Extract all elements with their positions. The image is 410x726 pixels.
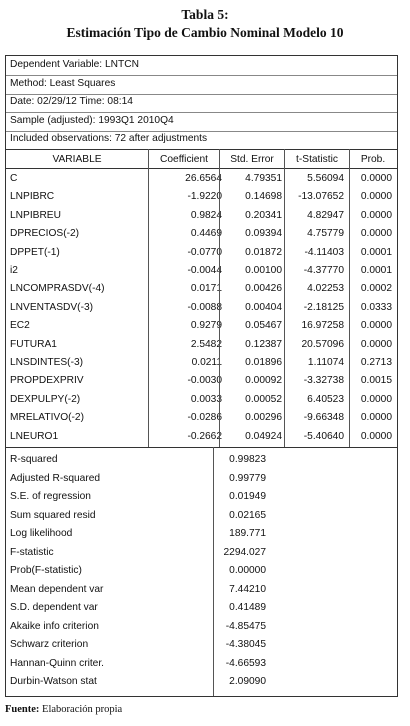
table-row: [6, 188, 397, 205]
cell-variable: LNEURO1: [10, 430, 59, 442]
source-note: [5, 704, 122, 715]
cell-prob: 0.0000: [360, 209, 392, 221]
meta-sample: Sample (adjusted): 1993Q1 2010Q4: [10, 115, 174, 126]
header-prob: Prob.: [360, 154, 386, 165]
cell-std-error: 0.01872: [245, 246, 282, 258]
cell-prob: 0.0000: [360, 412, 392, 424]
stat-value: 2294.027: [223, 546, 266, 558]
cell-prob: 0.0001: [360, 246, 392, 258]
cell-t-statistic: -9.66348: [303, 412, 344, 424]
stat-label: Durbin-Watson stat: [10, 676, 97, 687]
table-row: [6, 299, 397, 316]
cell-variable: PROPDEXPRIV: [10, 375, 84, 387]
cell-prob: 0.0333: [360, 301, 392, 313]
table-row: [6, 225, 397, 242]
cell-std-error: 0.20341: [245, 209, 282, 221]
stat-value: -4.85475: [225, 620, 266, 632]
stat-label: R-squared: [10, 454, 58, 465]
source-text: Elaboración propia: [42, 704, 123, 715]
cell-t-statistic: 5.56094: [307, 173, 344, 184]
stat-value: 0.99823: [229, 454, 266, 465]
table-caption-number: Tabla 5:: [181, 7, 229, 22]
stat-row: [6, 451, 397, 469]
cell-t-statistic: -13.07652: [298, 191, 344, 203]
stat-row: [6, 581, 397, 599]
cell-coefficient: -0.2662: [187, 430, 222, 442]
header-std-error: Std. Error: [230, 154, 274, 165]
stat-row: [6, 673, 397, 691]
cell-coefficient: 0.4469: [190, 228, 222, 240]
cell-prob: 0.0015: [360, 375, 392, 387]
cell-std-error: 4.79351: [245, 173, 282, 184]
stat-label: Hannan-Quinn criter.: [10, 657, 104, 669]
source-label: Fuente:: [5, 704, 40, 715]
cell-t-statistic: 4.82947: [307, 209, 344, 221]
stat-row: [6, 525, 397, 543]
cell-coefficient: -1.9220: [187, 191, 222, 203]
table-header-row: [6, 151, 397, 168]
cell-coefficient: 0.9824: [190, 209, 222, 221]
cell-variable: LNCOMPRASDV(-4): [10, 283, 105, 295]
stat-label: Adjusted R-squared: [10, 472, 101, 484]
stat-row: [6, 618, 397, 636]
stat-label: Prob(F-statistic): [10, 565, 82, 576]
stat-row: [6, 562, 397, 580]
stat-value: 0.02165: [229, 509, 266, 521]
stat-value: 0.41489: [229, 602, 266, 613]
cell-t-statistic: 4.02253: [307, 283, 344, 295]
cell-t-statistic: 4.75779: [307, 228, 344, 240]
stat-label: F-statistic: [10, 546, 54, 558]
stat-label: S.E. of regression: [10, 491, 91, 502]
cell-t-statistic: -4.37770: [303, 265, 344, 276]
cell-coefficient: -0.0044: [187, 265, 222, 276]
cell-prob: 0.0000: [360, 191, 392, 203]
cell-prob: 0.0000: [360, 430, 392, 442]
cell-variable: MRELATIVO(-2): [10, 412, 84, 424]
cell-coefficient: 0.0033: [190, 393, 222, 405]
table-row: [6, 317, 397, 334]
cell-std-error: 0.00404: [245, 301, 282, 313]
cell-std-error: 0.09394: [245, 228, 282, 240]
cell-coefficient: -0.0286: [187, 412, 222, 424]
table-caption-title: Estimación Tipo de Cambio Nominal Modelo 10: [66, 25, 344, 40]
cell-t-statistic: -3.32738: [303, 375, 344, 387]
stat-value: -4.38045: [225, 639, 266, 650]
cell-prob: 0.2713: [360, 357, 392, 368]
cell-std-error: 0.00092: [245, 375, 282, 387]
cell-prob: 0.0000: [360, 228, 392, 240]
cell-coefficient: -0.0770: [187, 246, 222, 258]
cell-variable: DPRECIOS(-2): [10, 228, 80, 240]
stat-row: [6, 599, 397, 617]
stat-row: [6, 544, 397, 562]
stat-row: [6, 470, 397, 488]
header-variable: VARIABLE: [52, 154, 102, 165]
cell-coefficient: 0.0171: [190, 283, 222, 295]
table-row: [6, 372, 397, 389]
stat-value: 189.771: [229, 528, 266, 539]
stat-value: 0.99779: [229, 472, 266, 484]
cell-variable: LNVENTASDV(-3): [10, 301, 94, 313]
cell-std-error: 0.00100: [245, 265, 282, 276]
table-row: [6, 170, 397, 187]
cell-std-error: 0.00426: [245, 283, 282, 295]
table-row: [6, 336, 397, 353]
header-t-statistic: t-Statistic: [296, 154, 338, 165]
cell-prob: 0.0000: [360, 320, 392, 332]
cell-prob: 0.0000: [360, 393, 392, 405]
meta-dependent-variable: Dependent Variable: LNTCN: [10, 59, 139, 70]
cell-std-error: 0.01896: [245, 357, 282, 368]
cell-prob: 0.0000: [360, 173, 392, 184]
cell-std-error: 0.14698: [245, 191, 282, 203]
cell-coefficient: 2.5482: [190, 338, 222, 350]
stat-label: Sum squared resid: [10, 509, 96, 521]
cell-variable: FUTURA1: [10, 338, 57, 350]
cell-variable: DPPET(-1): [10, 246, 60, 258]
table-row: [6, 262, 397, 279]
cell-variable: LNPIBREU: [10, 209, 61, 221]
cell-std-error: 0.12387: [245, 338, 282, 350]
cell-variable: C: [10, 173, 18, 184]
cell-std-error: 0.05467: [245, 320, 282, 332]
stat-row: [6, 507, 397, 525]
stat-value: 7.44210: [229, 583, 266, 595]
regression-output-table: [5, 55, 398, 697]
cell-coefficient: -0.0030: [187, 375, 222, 387]
meta-method: Method: Least Squares: [10, 78, 116, 89]
cell-std-error: 0.00052: [245, 393, 282, 405]
table-row: [6, 280, 397, 297]
cell-prob: 0.0002: [360, 283, 392, 295]
stat-value: 0.00000: [229, 565, 266, 576]
cell-variable: DEXPULPY(-2): [10, 393, 81, 405]
cell-t-statistic: -5.40640: [303, 430, 344, 442]
meta-date: Date: 02/29/12 Time: 08:14: [10, 96, 133, 107]
cell-t-statistic: 6.40523: [307, 393, 344, 405]
stat-label: Log likelihood: [10, 528, 73, 539]
stat-label: S.D. dependent var: [10, 602, 98, 613]
cell-variable: LNSDINTES(-3): [10, 357, 84, 368]
cell-std-error: 0.04924: [245, 430, 282, 442]
cell-t-statistic: -2.18125: [303, 301, 344, 313]
table-row: [6, 354, 397, 371]
stat-value: -4.66593: [225, 657, 266, 669]
cell-t-statistic: 20.57096: [301, 338, 344, 350]
stat-label: Akaike info criterion: [10, 620, 99, 632]
cell-t-statistic: 16.97258: [301, 320, 344, 332]
cell-variable: EC2: [10, 320, 30, 332]
table-row: [6, 207, 397, 224]
meta-observations: Included observations: 72 after adjustments: [10, 133, 208, 144]
cell-prob: 0.0000: [360, 338, 392, 350]
cell-std-error: 0.00296: [245, 412, 282, 424]
cell-coefficient: 26.6564: [185, 173, 222, 184]
table-row: [6, 391, 397, 408]
table-row: [6, 244, 397, 261]
cell-t-statistic: -4.11403: [304, 246, 344, 258]
stat-row: [6, 636, 397, 654]
cell-variable: i2: [10, 265, 18, 276]
stat-value: 0.01949: [229, 491, 266, 502]
cell-t-statistic: 1.11074: [307, 357, 344, 368]
header-coefficient: Coefficient: [160, 154, 208, 165]
cell-coefficient: -0.0088: [187, 301, 222, 313]
table-row: [6, 428, 397, 445]
stat-label: Schwarz criterion: [10, 639, 89, 650]
cell-variable: LNPIBRC: [10, 191, 55, 203]
stat-row: [6, 488, 397, 506]
stat-row: [6, 655, 397, 673]
stat-value: 2.09090: [229, 676, 266, 687]
stat-label: Mean dependent var: [10, 583, 104, 595]
cell-coefficient: 0.0211: [191, 357, 222, 368]
table-row: [6, 409, 397, 426]
cell-coefficient: 0.9279: [190, 320, 222, 332]
cell-prob: 0.0001: [360, 265, 392, 276]
